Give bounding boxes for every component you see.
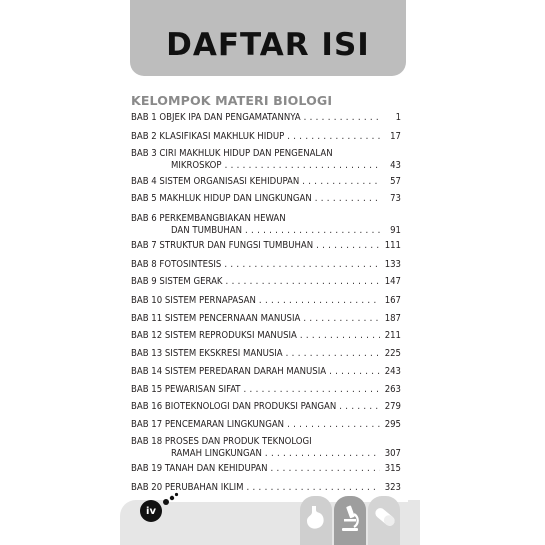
dot-leader [339, 401, 380, 413]
toc-entry [131, 148, 401, 172]
page-title: DAFTAR ISI [166, 27, 370, 63]
section-heading: KELOMPOK MATERI BIOLOGI [131, 93, 333, 108]
toc-entry [131, 176, 401, 188]
toc-entry [131, 463, 401, 475]
stomach-icon [304, 504, 328, 532]
toc-entry-page: 263 [384, 384, 401, 395]
toc-entry-title-continued: RAMAH LINGKUNGAN [171, 448, 262, 459]
toc-entry-title: BAB 12 SISTEM REPRODUKSI MANUSIA [131, 330, 297, 341]
toc-entry-title-continued: MIKROSKOP [171, 160, 222, 171]
toc-entry-page: 243 [384, 366, 401, 377]
dot-leader [246, 482, 380, 494]
toc-entry [131, 330, 401, 342]
toc-entry [131, 366, 401, 378]
toc-entry-page: 279 [384, 401, 401, 412]
toc-entry-title: BAB 1 OBJEK IPA DAN PENGAMATANNYA [131, 112, 301, 123]
dot-leader [287, 419, 380, 431]
toc-entry [131, 401, 401, 413]
toc-entry-title: BAB 6 PERKEMBANGBIAKAN HEWAN [131, 213, 286, 224]
dot-leader [271, 463, 380, 475]
toc-entry-page: 17 [390, 131, 401, 142]
toc-entry-title: BAB 10 SISTEM PERNAPASAN [131, 295, 256, 306]
toc-entry-title: BAB 18 PROSES DAN PRODUK TEKNOLOGI [131, 436, 312, 447]
decorative-dots-icon [162, 492, 180, 506]
toc-entry-title: BAB 14 SISTEM PEREDARAN DARAH MANUSIA [131, 366, 327, 377]
dot-leader [244, 384, 380, 396]
toc-entry-title: BAB 3 CIRI MAKHLUK HIDUP DAN PENGENALAN [131, 148, 333, 159]
toc-entry-title: BAB 11 SISTEM PENCERNAAN MANUSIA [131, 313, 301, 324]
toc-entry-page: 211 [384, 330, 401, 341]
microscope-tab [334, 496, 366, 545]
stomach-tab [300, 496, 332, 545]
toc-entry-page: 295 [384, 419, 401, 430]
dot-leader [245, 225, 380, 237]
toc-entry-page: 323 [384, 482, 401, 493]
toc-entry-title: BAB 5 MAKHLUK HIDUP DAN LINGKUNGAN [131, 193, 312, 204]
toc-entry-page: 43 [390, 160, 401, 171]
toc-entry-title-continued: DAN TUMBUHAN [171, 225, 243, 236]
capsule-tab [368, 496, 400, 545]
dot-leader [300, 330, 380, 342]
dot-leader [259, 295, 380, 307]
dot-leader [226, 276, 380, 288]
dot-leader [304, 112, 380, 124]
toc-entry-title: BAB 8 FOTOSINTESIS [131, 259, 222, 270]
dot-leader [287, 131, 380, 143]
toc-entry-page: 307 [384, 448, 401, 459]
dot-leader [224, 259, 380, 271]
capsule-icon [372, 504, 398, 530]
dot-leader [286, 348, 380, 360]
toc-entry [131, 259, 401, 271]
toc-entry-page: 111 [384, 240, 401, 251]
toc-entry [131, 131, 401, 143]
toc-entry [131, 276, 401, 288]
toc-entry [131, 112, 401, 124]
dot-leader [225, 160, 380, 172]
toc-entry [131, 384, 401, 396]
toc-entry-title: BAB 20 PERUBAHAN IKLIM [131, 482, 244, 493]
toc-entry [131, 295, 401, 307]
toc-entry-page: 187 [384, 313, 401, 324]
toc-entry-page: 225 [384, 348, 401, 359]
toc-entry [131, 348, 401, 360]
toc-entry [131, 436, 401, 460]
page-number-badge: iv [140, 500, 162, 522]
toc-entry [131, 193, 401, 205]
dot-leader [302, 176, 380, 188]
dot-leader [315, 193, 380, 205]
dot-leader [316, 240, 380, 252]
toc-entry-page: 57 [390, 176, 401, 187]
toc-entry-title: BAB 15 PEWARISAN SIFAT [131, 384, 241, 395]
toc-entry-page: 1 [395, 112, 401, 123]
toc-entry-title: BAB 16 BIOTEKNOLOGI DAN PRODUKSI PANGAN [131, 401, 337, 412]
toc-entry-title: BAB 9 SISTEM GERAK [131, 276, 223, 287]
dot-leader [303, 313, 380, 325]
toc-entry [131, 213, 401, 237]
toc-entry-title: BAB 7 STRUKTUR DAN FUNGSI TUMBUHAN [131, 240, 314, 251]
dot-leader [265, 448, 380, 460]
toc-entry-page: 315 [384, 463, 401, 474]
toc-entry-title: BAB 4 SISTEM ORGANISASI KEHIDUPAN [131, 176, 300, 187]
toc-entry-title: BAB 19 TANAH DAN KEHIDUPAN [131, 463, 268, 474]
toc-entry-title: BAB 13 SISTEM EKSKRESI MANUSIA [131, 348, 283, 359]
toc-entry-page: 167 [384, 295, 401, 306]
toc-entry-page: 91 [390, 225, 401, 236]
toc-entry [131, 313, 401, 325]
dot-leader [329, 366, 380, 378]
toc-entry-title: BAB 17 PENCEMARAN LINGKUNGAN [131, 419, 285, 430]
microscope-icon [338, 504, 362, 534]
toc-entry [131, 419, 401, 431]
toc-entry-page: 73 [390, 193, 401, 204]
toc-entry-page: 133 [384, 259, 401, 270]
toc-entry-title: BAB 2 KLASIFIKASI MAKHLUK HIDUP [131, 131, 285, 142]
toc-entry [131, 240, 401, 252]
toc-entry-page: 147 [384, 276, 401, 287]
